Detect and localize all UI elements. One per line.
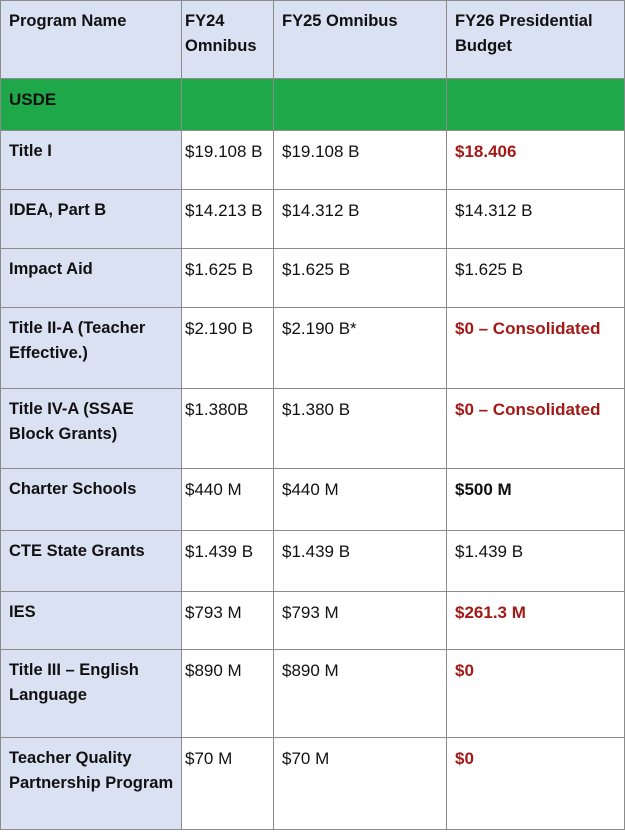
fy26-value: $18.406	[447, 131, 625, 190]
table-row	[1, 469, 625, 531]
fy26-value: $0	[447, 738, 625, 830]
table-row	[1, 389, 625, 469]
fy24-value: $2.190 B	[182, 308, 274, 389]
fy25-value: $440 M	[274, 469, 447, 531]
program-name: IDEA, Part B	[1, 190, 182, 249]
header-fy25: FY25 Omnibus	[274, 1, 447, 79]
section-cell	[274, 79, 447, 131]
fy25-value: $1.439 B	[274, 531, 447, 592]
fy24-value: $70 M	[182, 738, 274, 830]
table-row	[1, 249, 625, 308]
fy26-value: $261.3 M	[447, 592, 625, 650]
program-name: Title III – English Language	[1, 650, 182, 738]
table-row	[1, 190, 625, 249]
section-cell	[447, 79, 625, 131]
program-name: Title IV-A (SSAE Block Grants)	[1, 389, 182, 469]
fy24-value: $793 M	[182, 592, 274, 650]
fy26-value: $1.625 B	[447, 249, 625, 308]
fy25-value: $1.380 B	[274, 389, 447, 469]
fy24-value: $14.213 B	[182, 190, 274, 249]
fy24-value: $890 M	[182, 650, 274, 738]
fy26-value: $0	[447, 650, 625, 738]
fy25-value: $14.312 B	[274, 190, 447, 249]
fy25-value: $70 M	[274, 738, 447, 830]
table-row	[1, 738, 625, 830]
table-row	[1, 650, 625, 738]
table-row	[1, 308, 625, 389]
header-program-name: Program Name	[1, 1, 182, 79]
fy25-value: $1.625 B	[274, 249, 447, 308]
program-name: Title I	[1, 131, 182, 190]
fy26-value: $500 M	[447, 469, 625, 531]
fy25-value: $793 M	[274, 592, 447, 650]
fy25-value: $19.108 B	[274, 131, 447, 190]
table-row	[1, 531, 625, 592]
fy24-value: $1.439 B	[182, 531, 274, 592]
fy24-value: $19.108 B	[182, 131, 274, 190]
fy24-value: $1.380B	[182, 389, 274, 469]
program-name: Teacher Quality Partnership Program	[1, 738, 182, 830]
program-name: IES	[1, 592, 182, 650]
header-row	[1, 1, 625, 79]
fy26-value: $0 – Consolidated	[447, 389, 625, 469]
fy25-value: $890 M	[274, 650, 447, 738]
fy26-value: $0 – Consolidated	[447, 308, 625, 389]
table-row	[1, 592, 625, 650]
section-cell	[182, 79, 274, 131]
section-label: USDE	[1, 79, 182, 131]
program-name: Charter Schools	[1, 469, 182, 531]
section-row-usde	[1, 79, 625, 131]
program-name: Impact Aid	[1, 249, 182, 308]
fy24-value: $1.625 B	[182, 249, 274, 308]
program-name: CTE State Grants	[1, 531, 182, 592]
header-fy24: FY24 Omnibus	[182, 1, 274, 79]
fy25-value: $2.190 B*	[274, 308, 447, 389]
program-name: Title II-A (Teacher Effective.)	[1, 308, 182, 389]
fy26-value: $1.439 B	[447, 531, 625, 592]
table-row	[1, 131, 625, 190]
header-fy26: FY26 Presidential Budget	[447, 1, 625, 79]
fy26-value: $14.312 B	[447, 190, 625, 249]
fy24-value: $440 M	[182, 469, 274, 531]
